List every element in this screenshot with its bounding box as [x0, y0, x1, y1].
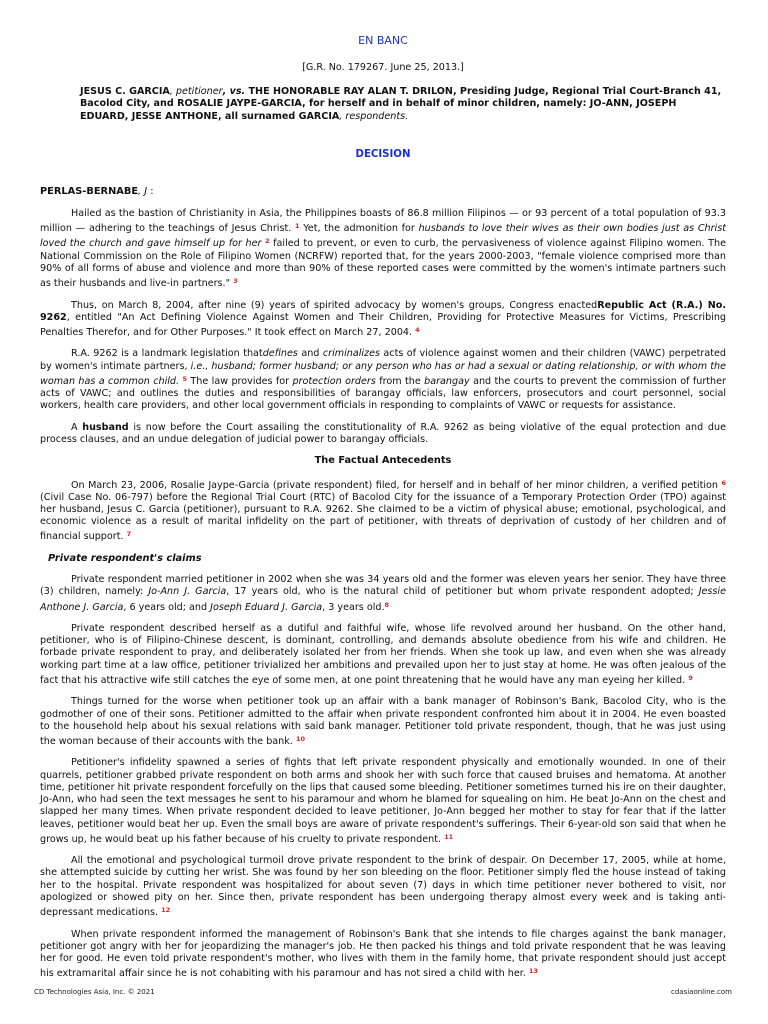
text: On March 23, 2006, Rosalie Jaype-Garcia (private respondent) filed, for herself and in behalf of her minor children, a verified petition: [71, 479, 722, 491]
decision-title: DECISION: [355, 149, 411, 160]
footnote-ref[interactable]: 12: [161, 906, 171, 915]
text: All the emotional and psychological turmoil drove private respondent to the brink of despair. On December 17, 2005, while at home, she attempted suicide by cutting her wrist. She was found by her son bleeding on the floor. Petitioner simply fled the house instead of taking her to the hospital. Private respondent was hospitalized for about seven (7) days in which time petitioner never bothered to visit, nor apologized or showed pity on her. Since then, private respondent has been undergoing therapy almost every week and is taking anti-depressant medications.: [40, 855, 726, 919]
case-caption: [80, 86, 726, 123]
footer-site[interactable]: cdasiaonline.com: [671, 988, 732, 996]
text: Petitioner's infidelity spawned a series of fights that left private respondent physically and emotionally wounded. In one of their quarrels, petitioner grabbed private respondent on both arms and shook her with such force that caused bruises and hematoma. At another time, petitioner hit private respondent forcefully on the lips that caused some bleeding. Petitioner sometimes turned his ire on their daughter, Jo-Ann, who had seen the text messages he sent to his paramour and whom he blamed for squealing on him. He beat Jo-Ann on the chest and slapped her many times. When private respondent decided to leave petitioner, Jo-Ann begged her mother to stay for fear that if the latter leaves, petitioner would beat her up. Even the small boys are aware of private respondent's sufferings. Their 6-year-old son said that when he grows up, he would beat up his father because of his cruelty to private respondent.: [40, 757, 726, 845]
subsection-heading: Private respondent's claims: [48, 552, 202, 564]
text: A: [71, 421, 83, 433]
footnote-ref[interactable]: 3: [233, 277, 238, 286]
footnote-ref[interactable]: 8: [384, 600, 390, 609]
paragraph-10: [40, 855, 726, 919]
footnote-ref[interactable]: 9: [688, 673, 693, 682]
text: from the: [375, 375, 425, 387]
text: Things turned for the worse when petitioner took up an affair with a bank manager of Robinson's Bank, Bacolod City, who is the godmother of one of their sons. Petitioner admitted to the affair when private respondent confronted him about it in 2004. He even boasted to the household help about his sexual relations with said bank manager. Petitioner told private respondent, though, that he was just using the woman because of their accounts with the bank.: [40, 696, 726, 747]
text: , entitled "An Act Defining Violence Against Women and Their Children, Providing for Protective Measures for Victims, Prescribing Penalties Therefor, and for Other Purposes." It took effect on March 27, 2004.: [40, 311, 726, 338]
italic-text: defines: [262, 348, 298, 360]
footnote-ref[interactable]: 10: [295, 734, 305, 743]
italic-text: barangay: [424, 375, 470, 387]
footnote-ref[interactable]: 13: [528, 967, 538, 976]
text: (Civil Case No. 06-797) before the Regional Trial Court (RTC) of Bacolod City for the issuance of a Temporary Protection Order (TPO) against her husband, Jesus C. Garcia (petitioner), pursuant to R.A. 9262. She claimed to be a victim of physical abuse; emotional, psychological, and economic violence as a result of marital infidelity on the part of petitioner, with threats of deprivation of custody of her children and of financial support.: [40, 491, 726, 543]
ponente-colon: :: [147, 186, 154, 197]
page-footer: [34, 988, 732, 996]
paragraph-5: [40, 477, 726, 544]
footnote-ref[interactable]: 7: [126, 530, 132, 539]
footnote-ref[interactable]: 6: [721, 478, 726, 487]
paragraph-8: [40, 696, 726, 748]
text: Hailed as the bastion of Christianity in Asia, the Philippines boasts of 86.8 million Filipinos — or 93 percent of a total population of 93.3 million — adhering to the teachings of Jesus Christ.: [40, 208, 726, 235]
text: , 17 years old, who is the natural child of petitioner but whom private respondent adopted;: [226, 586, 699, 598]
paragraph-11: [40, 929, 726, 981]
footnote-ref[interactable]: 4: [415, 325, 420, 334]
court-division: EN BANC: [358, 34, 408, 47]
paragraph-9: [40, 757, 726, 845]
text: R.A. 9262 is a landmark legislation that: [71, 348, 263, 360]
ponente-suffix: , J: [138, 186, 148, 197]
italic-text: Joseph Eduard J. Garcia: [210, 601, 323, 613]
paragraph-2: [40, 300, 726, 340]
text: failed to prevent, or even to curb, the pervasiveness of violence against Filipino women. The National Commission on the Role of Filipino Women (NCRFW) reported that, for the years 2000-2003, "female violence comprised more than 90% of all forms of abuse and violence and more than 90% of these reported cases were committed by the women's intimate partners such as their husbands and live-in partners.": [40, 238, 726, 290]
petitioner-role: , petitioner: [169, 86, 223, 97]
ponente: [40, 186, 154, 197]
versus: , vs.: [222, 86, 246, 97]
italic-text: i.e., husband; former husband; or any person who has or had a sexual or dating relationship, or with whom the woman has a common child.: [40, 360, 726, 387]
footnote-ref[interactable]: 11: [444, 832, 454, 841]
footnote-ref[interactable]: 1: [294, 222, 300, 231]
footnote-ref[interactable]: 2: [265, 237, 270, 246]
italic-text: criminalizes: [322, 348, 380, 360]
respondents-names: THE HONORABLE RAY ALAN T. DRILON, Presiding Judge, Regional Trial Court-Branch 41, Bacolod City, and ROSALIE JAYPE-GARCIA, for herself and in behalf of minor children, namely: JO-ANN, JOSEPH EDUARD, JESSE ANTHONE, all surnamed GARCIA: [80, 86, 722, 122]
paragraph-4: [40, 422, 726, 446]
text: Thus, on March 8, 2004, after nine (9) years of spirited advocacy by women's groups, Congress enacted: [71, 299, 598, 311]
footnote-ref[interactable]: 5: [182, 374, 188, 383]
text: The law provides for: [187, 375, 293, 387]
petitioner-name: JESUS C. GARCIA: [80, 86, 170, 97]
footer-copyright: CD Technologies Asia, Inc. © 2021: [34, 988, 155, 996]
text: and the courts to prevent the commission of further acts of VAWC; and outlines the duties and responsibilities of barangay officials, law enforcers, prosecutors and court personnel, social workers, health care providers, and other local government officials in responding to complaints of VAWC or requests for assistance.: [40, 375, 726, 412]
italic-text: husbands to love their wives as their own bodies just as Christ loved the church and gave himself up for her: [40, 223, 726, 250]
italic-text: protection orders: [292, 375, 376, 387]
text: Private respondent described herself as a dutiful and faithful wife, whose life revolved around her husband. On the other hand, petitioner, who is of Filipino-Chinese descent, is dominant, controlling, and demands absolute obedience from his wife and children. He forbade private respondent to pray, and deliberately isolated her from her friends. When she took up law, and even when she was already working part time at a law office, petitioner trivialized her ambitions and prevailed upon her to just stay at home. He was often jealous of the fact that his attractive wife still catches the eye of some men, at one point threatening that he would have any man eyeing her killed.: [40, 623, 726, 686]
bold-text: Republic Act (R.A.) No. 9262: [40, 299, 726, 323]
ponente-name: PERLAS-BERNABE: [40, 186, 139, 197]
text: Yet, the admonition for: [299, 223, 419, 235]
text: , 6 years old; and: [123, 601, 211, 613]
italic-text: Jo-Ann J. Garcia: [148, 586, 227, 598]
text: Private respondent married petitioner in 2002 when she was 34 years old and the former was eleven years her senior. They have three (3) children, namely:: [40, 574, 726, 598]
paragraph-3: [40, 348, 726, 412]
text: and: [297, 348, 323, 360]
bold-text: husband: [82, 421, 129, 433]
section-heading: The Factual Antecedents: [314, 455, 452, 467]
gr-number: [G.R. No. 179267. June 25, 2013.]: [302, 62, 464, 73]
respondents-role: , respondents.: [339, 110, 409, 122]
text: is now before the Court assailing the constitutionality of R.A. 9262 as being violative of the equal protection and due process clauses, and an undue delegation of judicial power to barangay officials.: [40, 421, 726, 445]
text: When private respondent informed the management of Robinson's Bank that she intends to file charges against the bank manager, petitioner got angry with her for jeopardizing the manager's job. He then packed his things and told private respondent that he was leaving her for good. He even told private respondent's mother, who lives with them in the family home, that private respondent should just accept his extramarital affair since he is not cohabiting with his paramour and has not sired a child with her.: [40, 928, 726, 980]
italic-text: Jessie Anthone J. Garcia: [40, 586, 726, 613]
decision-body: [40, 208, 726, 990]
paragraph-1: [40, 208, 726, 290]
paragraph-7: [40, 623, 726, 687]
paragraph-6: [40, 574, 726, 614]
text: acts of violence against women and their children (VAWC) perpetrated by women's intimate partners,: [40, 348, 726, 372]
text: , 3 years old.: [322, 601, 385, 613]
